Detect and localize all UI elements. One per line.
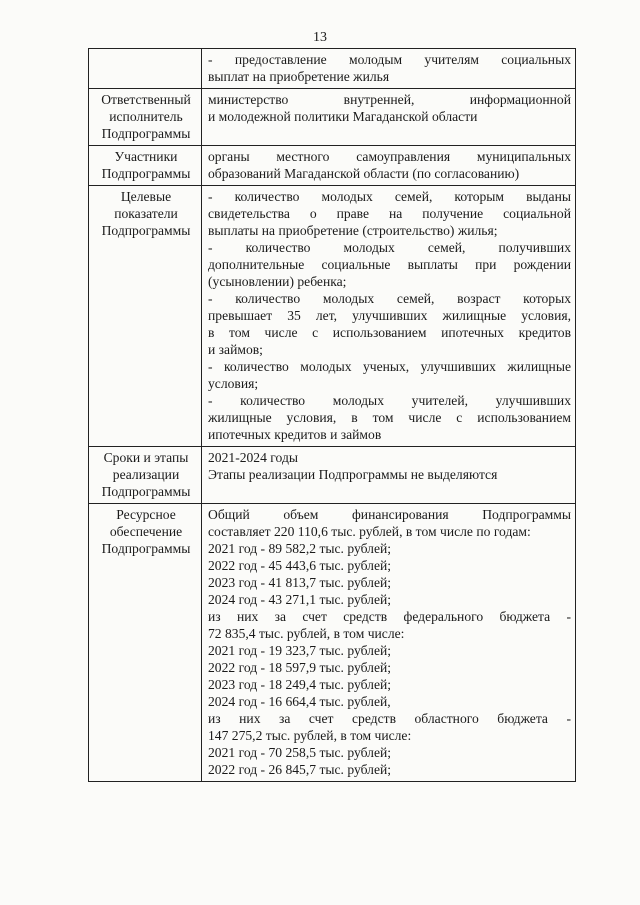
passport-row-timeframe: [89, 447, 576, 504]
text-line: 2021 год - 19 323,7 тыс. рублей;: [208, 643, 392, 658]
text-line: свидетельства о праве на получение социальной: [208, 206, 571, 221]
text-line: 2022 год - 26 845,7 тыс. рублей;: [208, 762, 392, 777]
subprogram-passport-table: [88, 48, 576, 782]
text-line: 2024 год - 16 664,4 тыс. рублей,: [208, 694, 391, 709]
row-value: [202, 447, 576, 504]
text-line: из них за счет средств областного бюджета -: [208, 711, 571, 726]
text-line: выплат на приобретение жилья: [208, 69, 390, 84]
text-line: (усыновлении) ребенка;: [208, 274, 347, 289]
text-line: выплаты на приобретение (строительство) жилья;: [208, 223, 498, 238]
page-number: 13: [313, 30, 327, 45]
text-line: из них за счет средств федерального бюджета -: [208, 609, 571, 624]
text-line: 2021 год - 70 258,5 тыс. рублей;: [208, 745, 392, 760]
passport-row-resource-provision: [89, 504, 576, 782]
text-line: в том числе с использованием ипотечных кредитов: [208, 325, 571, 340]
text-line: 2023 год - 18 249,4 тыс. рублей;: [208, 677, 392, 692]
text-line: жилищные условия, в том числе с использованием: [208, 410, 571, 425]
text-line: 2023 год - 41 813,7 тыс. рублей;: [208, 575, 392, 590]
row-value: [202, 504, 576, 782]
row-label: Ресурсное обеспечение Подпрограммы: [89, 504, 202, 782]
row-label: [89, 49, 202, 89]
text-line: министерство внутренней, информационной: [208, 92, 571, 107]
text-line: 2021 год - 89 582,2 тыс. рублей;: [208, 541, 392, 556]
text-line: и займов;: [208, 342, 263, 357]
text-line: - количество молодых семей, получивших: [208, 240, 571, 255]
passport-row-responsible-executor: [89, 89, 576, 146]
text-line: 2022 год - 45 443,6 тыс. рублей;: [208, 558, 392, 573]
text-line: 72 835,4 тыс. рублей, в том числе:: [208, 626, 405, 641]
row-label: Сроки и этапы реализации Подпрограммы: [89, 447, 202, 504]
row-label: Ответственный исполнитель Подпрограммы: [89, 89, 202, 146]
passport-row-continuation: [89, 49, 576, 89]
text-line: Этапы реализации Подпрограммы не выделяются: [208, 467, 498, 482]
text-line: образований Магаданской области (по согласованию): [208, 166, 520, 181]
row-value: [202, 186, 576, 447]
text-line: дополнительные социальные выплаты при рождении: [208, 257, 571, 272]
row-label: Участники Подпрограммы: [89, 146, 202, 186]
text-line: - количество молодых учителей, улучшивших: [208, 393, 571, 408]
text-line: - количество молодых ученых, улучшивших жилищные: [208, 359, 571, 374]
text-line: - количество молодых семей, возраст которых: [208, 291, 571, 306]
text-line: - предоставление молодым учителям социальных: [208, 52, 571, 67]
text-line: 2022 год - 18 597,9 тыс. рублей;: [208, 660, 392, 675]
text-line: Общий объем финансирования Подпрограммы: [208, 507, 571, 522]
text-line: органы местного самоуправления муниципальных: [208, 149, 571, 164]
text-line: - количество молодых семей, которым выданы: [208, 189, 571, 204]
passport-row-target-indicators: [89, 186, 576, 447]
row-value: [202, 89, 576, 146]
row-label: Целевые показатели Подпрограммы: [89, 186, 202, 447]
row-value: [202, 146, 576, 186]
row-value: [202, 49, 576, 89]
text-line: 2024 год - 43 271,1 тыс. рублей;: [208, 592, 392, 607]
text-line: составляет 220 110,6 тыс. рублей, в том числе по годам:: [208, 524, 531, 539]
text-line: и молодежной политики Магаданской области: [208, 109, 478, 124]
text-line: 2021-2024 годы: [208, 450, 298, 465]
text-line: условия;: [208, 376, 259, 391]
text-line: 147 275,2 тыс. рублей, в том числе:: [208, 728, 412, 743]
text-line: ипотечных кредитов и займов: [208, 427, 382, 442]
text-line: превышает 35 лет, улучшивших жилищные условия,: [208, 308, 571, 323]
passport-row-participants: [89, 146, 576, 186]
